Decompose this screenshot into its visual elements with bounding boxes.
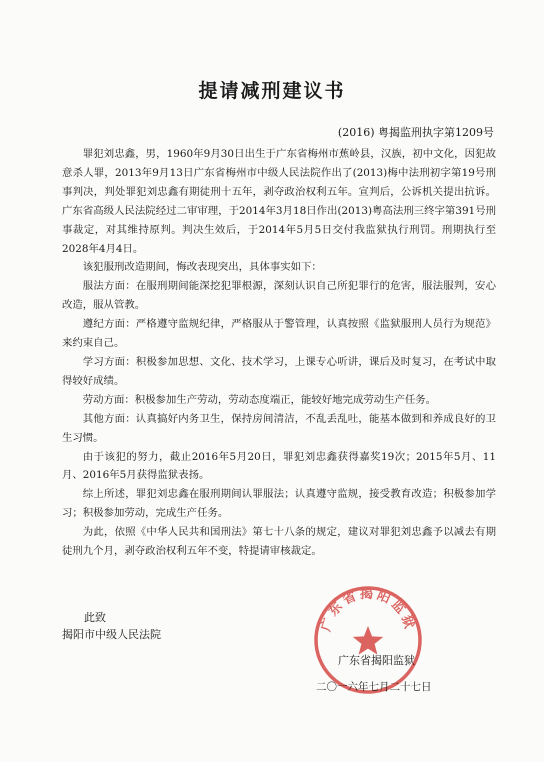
paragraph-recommendation: 为此，依照《中华人民共和国刑法》第七十八条的规定，建议对罪犯刘忠鑫予以减去有期徒刑九个月，剥夺政治权利五年不变，特提请审核裁定。: [62, 526, 496, 558]
paragraph-summary-intro: 该犯服刑改造期间，悔改表现突出，具体事实如下：: [82, 261, 322, 274]
paragraph-conclusion: 综上所述，罪犯刘忠鑫在服刑期间认罪服法；认真遵守监规，接受教育改造；积极参加学习；积极参加劳动，完成生产任务。: [62, 488, 496, 520]
paragraph-obedience: 服法方面：在服刑期间能深挖犯罪根源，深刻认识自己所犯罪行的危害，服法服判，安心改造，服从管教。: [62, 280, 496, 312]
paragraph-labor: 劳动方面：积极参加生产劳动，劳动态度端正，能较好地完成劳动生产任务。: [82, 393, 437, 406]
paragraph-study: 学习方面：积极参加思想、文化、技术学习，上课专心听讲，课后及时复习，在考试中取得较好成绩。: [62, 355, 496, 387]
paragraph-case-background: 罪犯刘忠鑫，男，1960年9月30日出生于广东省梅州市蕉岭县，汉族，初中文化，因犯故意杀人罪，2013年9月13日广东省梅州市中级人民法院作出了(2013)梅中法刑初字第19号刑事判决，判处罪犯刘忠鑫有期徒刑十五年，剥夺政治权利五年。宣判后，公诉机关提出抗诉。广东省高级人民法院经过二审审理，于2014年3月18日作出(2013)粤高法刑三终字第391号刑事裁定，对其维持原判。判决生效后，于2014年5月5日交付我监狱执行刑罚。刑期执行至2028年4月4日。: [62, 148, 496, 255]
document-number: (2016) 粤揭监刑执字第1209号: [337, 126, 494, 139]
issuer-name: 广东省揭阳监狱: [338, 654, 415, 667]
document-title: 提请减刑建议书: [198, 80, 346, 102]
paragraph-other: 其他方面：认真搞好内务卫生，保持房间清洁，不乱丢乱吐，能基本做到和养成良好的卫生习惯。: [62, 412, 496, 444]
paragraph-discipline: 遵纪方面：严格遵守监规纪律，严格服从于警管理，认真按照《监狱服刑人员行为规范》来约束自己。: [62, 318, 496, 350]
seal-text: 广东省揭阳监狱: [318, 586, 418, 634]
seal-star-icon: [353, 626, 383, 655]
closing-recipient: 揭阳市中级人民法院: [62, 628, 161, 641]
document-body: [62, 145, 496, 561]
closing-salutation: 此致: [84, 611, 106, 624]
paragraph-awards: 由于该犯的努力，截止2016年5月20日，罪犯刘忠鑫获得嘉奖19次；2015年5月、11月、2016年5月获得监狱表扬。: [62, 450, 496, 482]
signature-date: 二〇一六年七月二十七日: [316, 681, 432, 693]
closing-block: [62, 609, 161, 643]
